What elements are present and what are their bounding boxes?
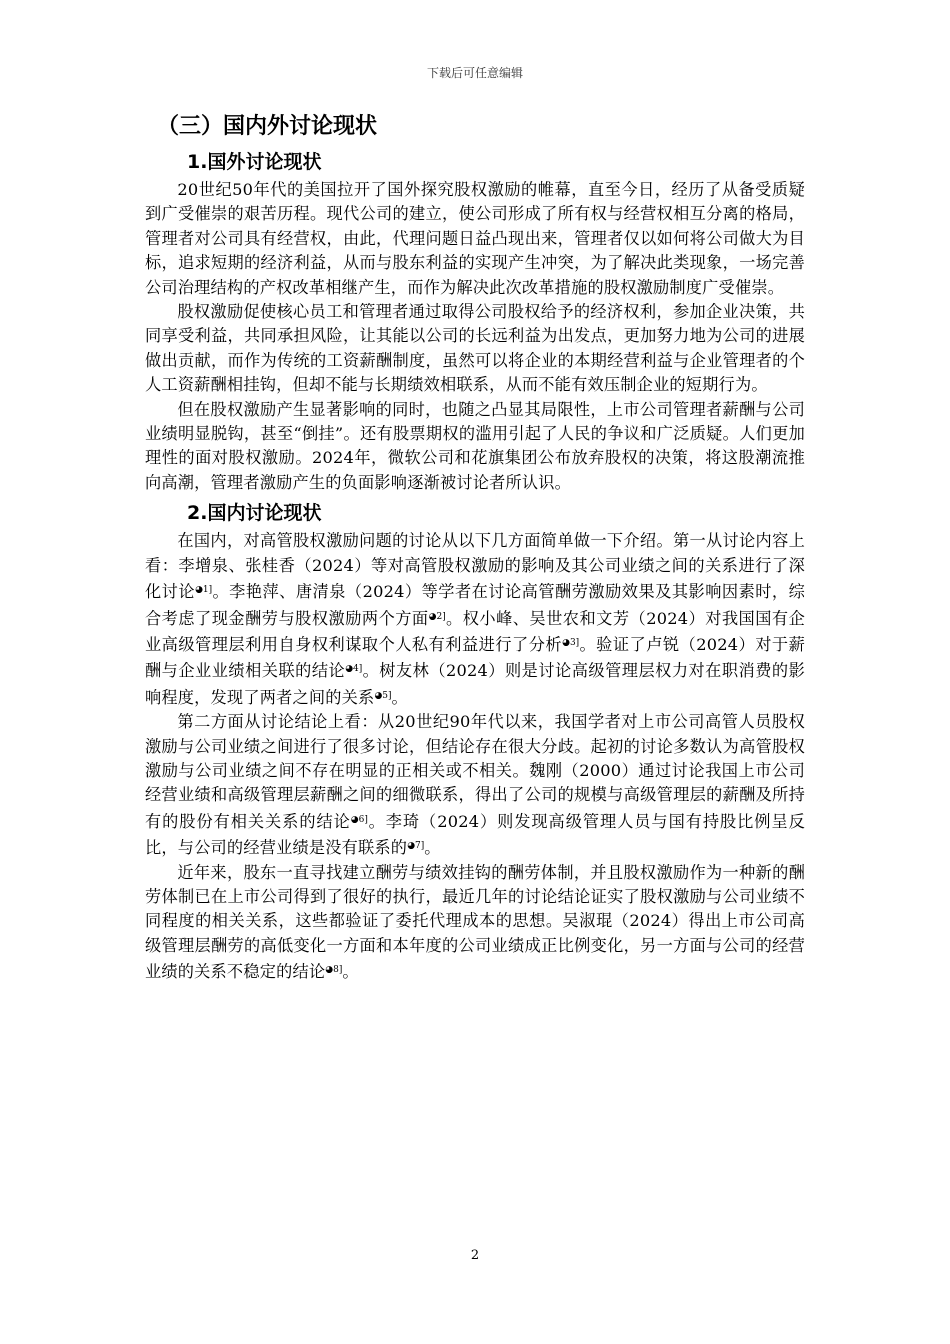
paragraph-text: 。李琦（2024）则发现高级管理人员与国有持股比例呈反比，与公司的经营业绩是没有联系的 [145, 811, 805, 858]
paragraph-foreign-1: 20世纪50年代的美国拉开了国外探究股权激励的帷幕，直至今日，经历了从备受质疑到广受催崇的艰苦历程。现代公司的建立，使公司形成了所有权与经营权相互分离的格局，管理者对公司具有经营权，由此，代理问题日益凸现出来，管理者仅以如何将公司做大为目标，追求短期的经济利益，从而与股东利益的实现产生冲突，为了解决此类现象，一场完善公司治理结构的产权改革相继产生，而作为解决此次改革措施的股权激励制度广受催崇。 [145, 180, 805, 297]
paragraph-domestic-1 [145, 529, 805, 710]
page-header: 下载后可任意编辑 [426, 66, 523, 80]
subsection-title-domestic: 2.国内讨论现状 [187, 502, 322, 525]
subsection-title-foreign: 1.国外讨论现状 [187, 151, 322, 173]
paragraph-text: 。 [342, 962, 359, 982]
citation-ref-8: ◕8] [325, 965, 343, 976]
citation-ref-2: ◕2] [428, 611, 446, 622]
paragraph-text: 。 [424, 838, 441, 858]
paragraph-text: 。 [391, 687, 408, 707]
citation-ref-1: ◕1] [195, 585, 213, 596]
section-title: （三）国内外讨论现状 [157, 114, 378, 139]
citation-ref-6: ◕6] [350, 814, 368, 825]
paragraph-text: 。树友林（2024）则是讨论高级管理层权力对在职消费的影响程度，发现了两者之间的关系 [145, 661, 805, 707]
paragraph-foreign-3: 但在股权激励产生显著影响的同时，也随之凸显其局限性，上市公司管理者薪酬与公司业绩明显脱钩，甚至“倒挂”。还有股票期权的滥用引起了人民的争议和广泛质疑。人们更加理性的面对股权激励。2024年，微软公司和花旗集团公布放弃股权的决策，将这股潮流推向高潮，管理者激励产生的负面影响逐渐被讨论者所认识。 [145, 399, 805, 492]
paragraph-text: 。权小峰、吴世农和文芳（2024）对我国国有企业高级管理层利用自身权利谋取个人私有利益进行了分析 [145, 608, 805, 654]
citation-ref-4: ◕4] [345, 664, 363, 675]
paragraph-domestic-3 [145, 861, 805, 985]
citation-ref-7: ◕7] [407, 841, 425, 852]
page-content [145, 110, 805, 985]
paragraph-text: 。李艳萍、唐清泉（2024）等学者在讨论高管酬劳激励效果及其影响因素时，综合考虑了现金酬劳与股权激励两个方面 [145, 582, 806, 628]
paragraph-text: 近年来，股东一直寻找建立酬劳与绩效挂钩的酬劳体制，并且股权激励作为一种新的酬劳体制已在上市公司得到了很好的执行，最近几年的讨论结论证实了股权激励与公司业绩不同程度的相关关系，这些都验证了委托代理成本的思想。吴淑琨（2024）得出上市公司高级管理层酬劳的高低变化一方面和本年度的公司业绩成正比例变化，另一方面与公司的经营业绩的关系不稳定的结论 [145, 862, 805, 982]
paragraph-foreign-2: 股权激励促使核心员工和管理者通过取得公司股权给予的经济权利，参加企业决策，共同享受利益，共同承担风险，让其能以公司的长远利益为出发点，更加努力地为公司的进展做出贡献，而作为传统的工资薪酬制度，虽然可以将企业的本期经营利益与企业管理者的个人工资薪酬相挂钩，但却不能与长期绩效相联系，从而不能有效压制企业的短期行为。 [145, 302, 805, 395]
paragraph-domestic-2 [145, 710, 805, 860]
paragraph-text: 。验证了卢锐（2024）对于薪酬与企业业绩相关联的结论 [145, 634, 805, 681]
citation-ref-3: ◕3] [562, 637, 580, 648]
paragraph-text: 在国内，对高管股权激励问题的讨论从以下几方面简单做一下介绍。第一从讨论内容上看：李增泉、张桂香（2024）等对高管股权激励的影响及其公司业绩之间的关系进行了深化讨论 [145, 531, 805, 602]
paragraph-text: 第二方面从讨论结论上看：从20世纪90年代以来，我国学者对上市公司高管人员股权激励与公司业绩之间进行了很多讨论，但结论存在很大分歧。起初的讨论多数认为高管股权激励与公司业绩之间不存在明显的正相关或不相关。魏刚（2000）通过讨论我国上市公司经营业绩和高级管理层薪酬之间的细微联系，得出了公司的规模与高级管理层的薪酬及所持有的股份有相关关系的结论 [145, 712, 805, 831]
citation-ref-5: ◕5] [374, 690, 392, 701]
page-number: 2 [470, 1248, 480, 1263]
